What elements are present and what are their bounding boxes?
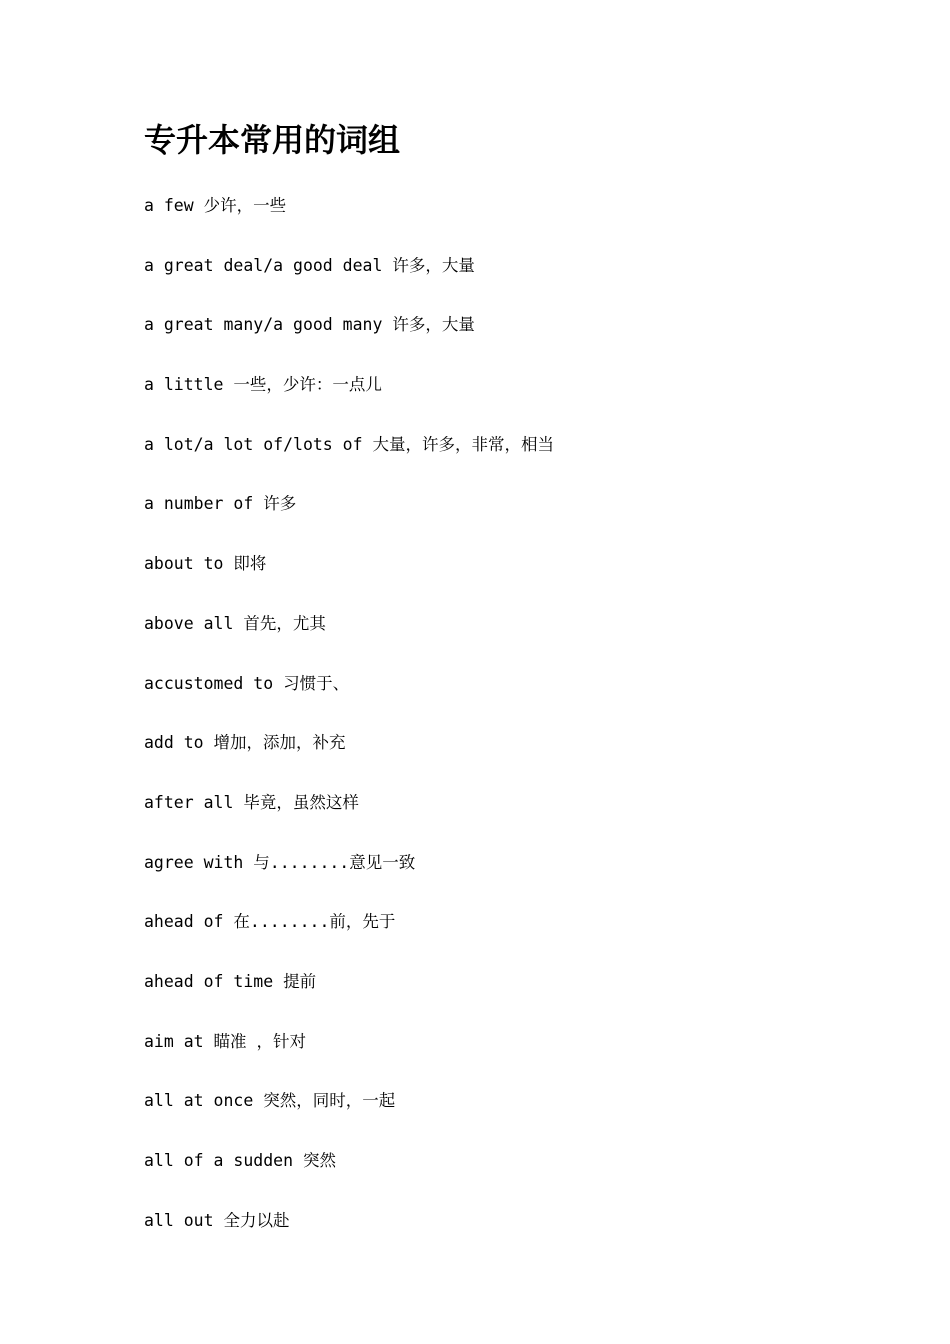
phrase-entry: a lot/a lot of/lots of 大量，许多，非常，相当 bbox=[144, 434, 554, 454]
phrase-entry: a great deal/a good deal 许多，大量 bbox=[144, 255, 475, 275]
phrase-entry: ahead of 在........前，先于 bbox=[144, 912, 396, 932]
phrase-entry: above all 首先，尤其 bbox=[144, 613, 326, 633]
phrase-entry: aim at 瞄准 ，针对 bbox=[144, 1031, 306, 1051]
phrase-entry: add to 增加，添加，补充 bbox=[144, 733, 346, 753]
phrase-entry: a great many/a good many 许多，大量 bbox=[144, 315, 475, 335]
phrase-entry: agree with 与........意见一致 bbox=[144, 852, 416, 872]
phrase-entry: a few 少许，一些 bbox=[144, 196, 287, 215]
document-title: 专升本常用的词组 bbox=[144, 121, 401, 159]
phrase-entry: after all 毕竟，虽然这样 bbox=[144, 792, 359, 812]
phrase-entry: a little 一些，少许：一点儿 bbox=[144, 375, 382, 395]
phrase-entry: all at once 突然，同时，一起 bbox=[144, 1091, 396, 1111]
phrase-list bbox=[144, 190, 554, 1264]
phrase-entry: all of a sudden 突然 bbox=[144, 1151, 336, 1170]
phrase-entry: about to 即将 bbox=[144, 554, 267, 574]
phrase-entry: a number of 许多 bbox=[144, 494, 297, 514]
phrase-entry: accustomed to 习惯于、 bbox=[144, 673, 350, 693]
phrase-entry: ahead of time 提前 bbox=[144, 971, 317, 991]
phrase-entry: all out 全力以赴 bbox=[144, 1210, 290, 1230]
